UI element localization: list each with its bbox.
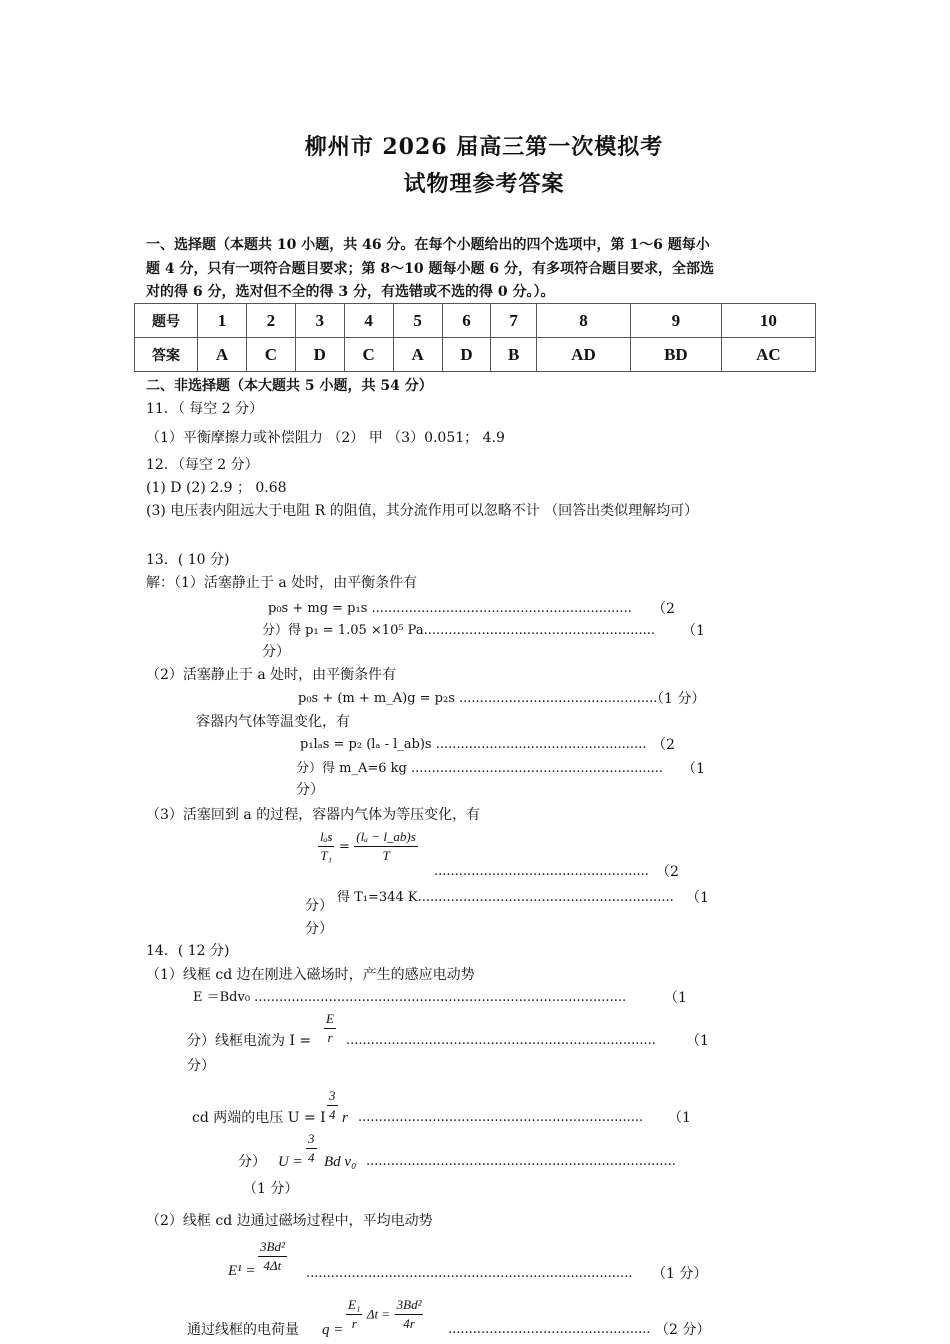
table-row-numbers [135,304,816,338]
q13-line: 分） [305,898,333,914]
q14-fraction-line [306,1130,317,1167]
q14-score: （1 [668,1110,691,1126]
q14-score: （1 分） [652,1266,708,1282]
q14-score: （1 [664,990,687,1006]
q13-line: .................................................... [434,864,649,879]
q14-fraction-line: $\frac{\text{E₁}}{r}$ Δt = $\frac{\text{3Bd²}}{4r}$ [348,1297,422,1331]
q13-score: （1 [682,623,705,639]
q13-score: （2 [652,737,675,753]
q11-answer: （1）平衡摩擦力或补偿阻力 （2） 甲 （3）0.051； 4.9 [146,430,505,446]
q13-line: 分） [296,782,324,798]
q14-line: 分） [187,1058,215,1074]
table-cell: 5 [393,304,442,338]
table-cell: A [198,338,247,372]
q14-score: （1 [686,1033,709,1049]
q13-line: 得 T₁=344 K.............................................................. [337,890,674,905]
q13-line: 分）得 p₁ = 1.05 ×10⁵ Pa........................................................ [262,623,656,638]
q13-line: 分） [262,644,290,660]
table-cell: BD [631,338,722,372]
section1-instructions-1: 一、选择题（本题共 10 小题，共 46 分。在每个小题给出的四个选项中，第 1～6 题每小 [146,237,710,253]
table-cell: AC [721,338,815,372]
q13-line: （3）活塞回到 a 的过程，容器内气体为等压变化，有 [146,807,481,823]
table-cell: C [246,338,295,372]
q14-line: E¹ = [228,1263,256,1279]
table-cell: 3 [295,304,344,338]
page-title-line1: 柳州市 2026 届高三第一次模拟考 [304,134,664,160]
fraction: $\frac{\text{(lₐ − l\_ab)s}}{T}$ [356,829,416,863]
fraction: $\frac{\text{3Bd²}}{4r}$ [396,1297,422,1331]
q14-line: ........................................................................... [346,1033,656,1048]
q13-score: （2 [652,601,675,617]
q14-line: （2）线框 cd 边通过磁场过程中，平均电动势 [146,1213,433,1229]
q13-line: 分） [305,921,333,937]
q14-head: 14．( 12 分) [146,943,230,959]
fraction: $\frac{\text{lₐs}}{\text{T₁}}$ [320,829,333,863]
section2-heading: 二、非选择题（本大题共 5 小题，共 54 分） [146,378,433,394]
q14-line: cd 两端的电压 U = I [192,1110,326,1126]
table-cell: 10 [721,304,815,338]
table-row-label: 题号 [135,304,198,338]
q12-line2: (3) 电压表内阻远大于电阻 R 的阻值，其分流作用可以忽略不计 （回答出类似理解均可） [146,503,699,519]
q14-line: ............................................................................... [306,1266,633,1281]
table-cell: 9 [631,304,722,338]
q13-score: （1 分） [650,691,706,707]
q14-line: ..................................................................... [358,1110,644,1125]
fraction: $\frac{3}{4}$ [329,1088,336,1122]
q13-score: （1 [682,761,705,777]
table-cell: D [295,338,344,372]
q14-line: （1）线框 cd 边在刚进入磁场时，产生的感应电动势 [146,967,475,983]
q14-line: U = [278,1154,303,1170]
table-cell: 7 [491,304,536,338]
table-row-answers [135,338,816,372]
q14-fraction-line [258,1238,287,1275]
table-cell: AD [536,338,630,372]
table-cell: 1 [198,304,247,338]
fraction: $\frac{3}{4}$ [308,1131,315,1165]
table-cell: B [491,338,536,372]
table-cell: D [442,338,491,372]
answer-table [134,303,816,372]
q14-fraction-line [327,1087,338,1124]
q14-line: E ＝Bdv₀ .......................................................................................... [193,990,627,1005]
q13-line: p₀s + mg = p₁s ............................................................... [268,601,632,616]
q14-line: Bd v₀ [324,1154,357,1170]
table-cell: 4 [344,304,393,338]
table-cell: 2 [246,304,295,338]
fraction: $\frac{\text{3Bd²}}{4\Delta t}$ [260,1239,285,1273]
fraction: $\frac{\text{E₁}}{r}$ [348,1297,361,1331]
q13-line: 容器内气体等温变化，有 [196,714,350,730]
q14-fraction-line [324,1010,336,1047]
q13-line: （2）活塞静止于 a 处时，由平衡条件有 [146,667,397,683]
q13-line: p₁lₐs = p₂ (lₐ - l_ab)s ................................................... [300,737,647,752]
section1-instructions-3: 对的得 6 分，选对但不全的得 3 分，有选错或不选的得 0 分。）。 [146,284,555,300]
q13-line: 解：（1）活塞静止于 a 处时，由平衡条件有 [146,575,418,591]
q14-line: ........................................................................... [366,1154,676,1169]
table-cell: 6 [442,304,491,338]
table-cell: A [393,338,442,372]
q12-line1: (1) D (2) 2.9 ； 0.68 [146,480,287,496]
q11-head: 11．（ 每空 2 分） [146,401,264,417]
page-title-line2: 试物理参考答案 [403,171,565,197]
q13-line: p₀s + (m + m_A)g = p₂s ................................................ [298,691,658,706]
q14-line: r [342,1110,348,1126]
fraction: $\frac{E}{r}$ [326,1011,334,1045]
table-cell: C [344,338,393,372]
q12-head: 12．（每空 2 分） [146,457,259,473]
table-cell: 8 [536,304,630,338]
table-row-label: 答案 [135,338,198,372]
section1-instructions-2: 题 4 分，只有一项符合题目要求；第 8～10 题每小题 6 分，有多项符合题目要求，全部选 [146,261,714,277]
q14-line: 分）线框电流为 I = [187,1033,312,1049]
q14-score: （2 分） [655,1322,711,1338]
q13-line: 分）得 m_A=6 kg ............................................................. [296,761,664,776]
q14-line: q = [322,1322,344,1338]
q14-line: 通过线框的电荷量 [187,1322,299,1338]
q14-line: 分） [238,1154,266,1170]
q13-equation: $\frac{\text{lₐs}}{\text{T₁}}$ = $\frac{\text{(lₐ − l\_ab)s}}{T}$ [320,829,416,863]
q14-line: ................................................. [448,1322,651,1337]
q14-line: （1 分） [243,1181,299,1197]
q13-score: （2 [656,864,679,880]
q13-score: （1 [686,890,709,906]
q13-head: 13．( 10 分) [146,552,230,568]
